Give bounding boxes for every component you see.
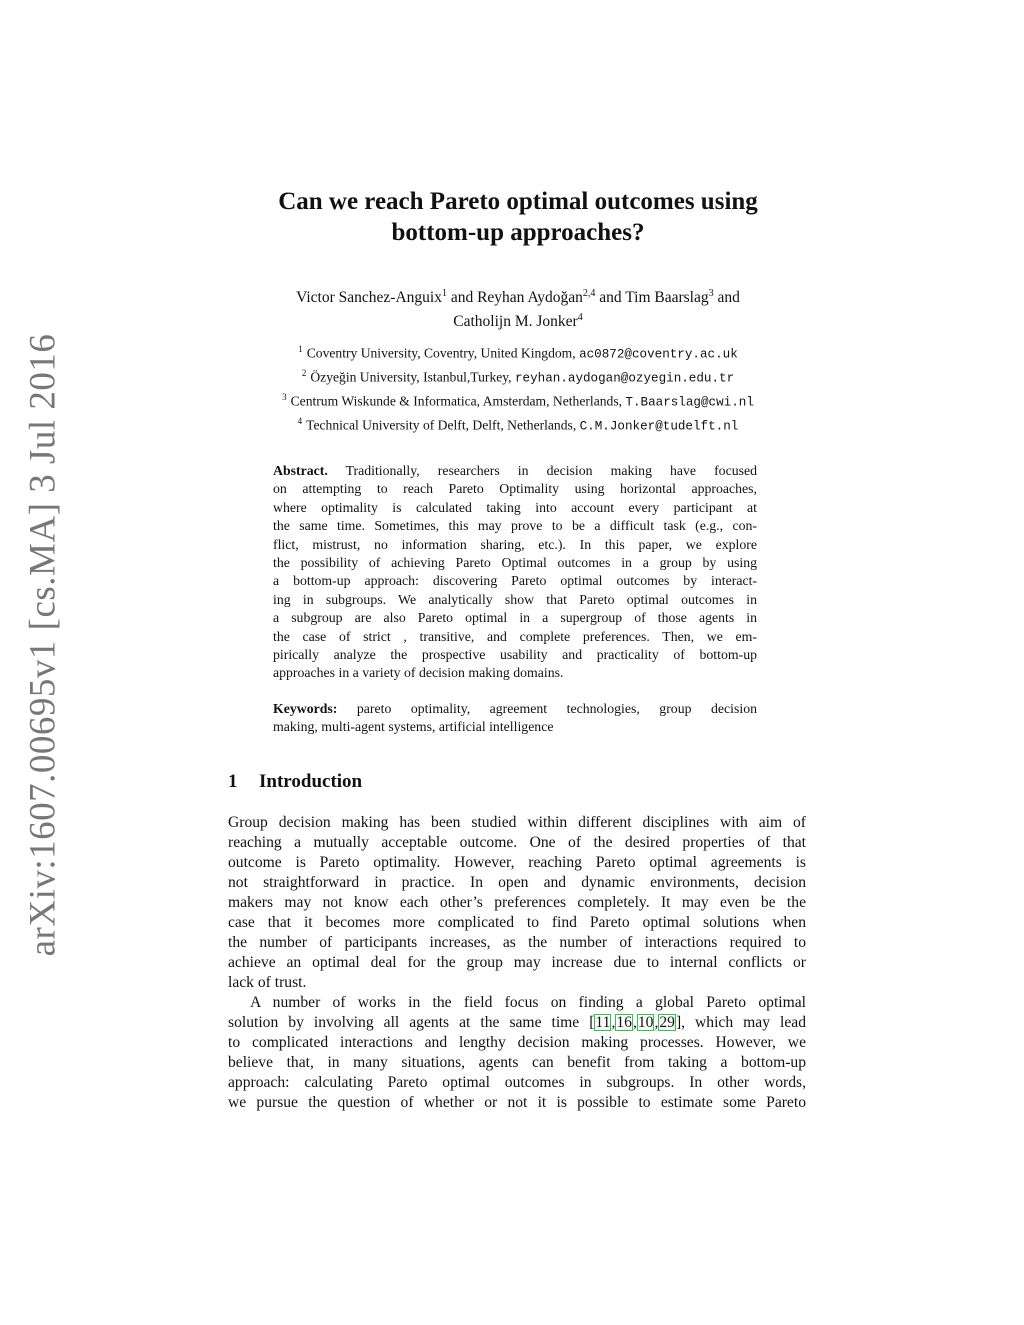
body-line: reaching a mutually acceptable outcome. One of the desired properties of that — [228, 834, 806, 851]
body-line: Group decision making has been studied within different disciplines with aim of — [228, 814, 806, 831]
affiliation-number: 2 — [301, 368, 307, 379]
affiliation-text: Centrum Wiskunde & Informatica, Amsterdam, Netherlands, — [290, 393, 626, 409]
body-line: not straightforward in practice. In open and dynamic environments, decision — [228, 874, 806, 891]
abstract-line: the same time. Sometimes, this may prove to be a difficult task (e.g., con- — [273, 518, 757, 534]
author-1-affil: 1 — [441, 288, 447, 299]
body-line: believe that, in many situations, agents can benefit from taking a bottom-up — [228, 1054, 806, 1071]
title-line-1: Can we reach Pareto optimal outcomes using — [278, 188, 758, 215]
author-3: and Tim Baarslag — [595, 289, 709, 307]
affiliation-number: 1 — [298, 344, 303, 354]
body-text-fragment: ], which may lead — [675, 1014, 806, 1031]
affiliation-text: Coventry University, Coventry, United Kingdom, — [306, 345, 580, 361]
body-line-with-citations: solution by involving all agents at the same time [11,16,10,29], which may lead — [228, 1014, 806, 1031]
affiliation-number: 4 — [297, 416, 303, 427]
author-line-2 — [228, 308, 808, 332]
paper-title — [228, 186, 808, 248]
citation-link[interactable]: 11 — [595, 1014, 611, 1031]
citation-link[interactable]: 16 — [616, 1014, 632, 1031]
body-line: makers may not know each other’s preferences completely. It may even be the — [228, 894, 806, 911]
paragraph-1 — [228, 813, 806, 993]
author-2-affil: 2,4 — [582, 288, 596, 299]
affiliation-email[interactable]: C.M.Jonker@tudelft.nl — [579, 419, 739, 434]
abstract-line: pirically analyze the prospective usability and practicality of bottom-up — [273, 647, 757, 663]
affiliation-number: 3 — [282, 392, 287, 403]
section-title: Introduction — [259, 771, 363, 792]
introduction-body — [228, 813, 806, 1113]
abstract-line: the case of strict , transitive, and complete preferences. Then, we em- — [273, 628, 757, 644]
keywords-label: Keywords: — [273, 701, 338, 716]
keywords-line: making, multi-agent systems, artificial intelligence — [273, 719, 554, 735]
abstract-line: approaches in a variety of decision making domains. — [273, 665, 564, 681]
affiliation-item — [200, 364, 836, 388]
section-number: 1 — [228, 771, 238, 792]
abstract-line: ing in subgroups. We analytically show that Pareto optimal outcomes in — [273, 591, 757, 607]
abstract-line: a bottom-up approach: discovering Pareto optimal outcomes by interact- — [273, 573, 757, 589]
abstract-label: Abstract. — [273, 463, 328, 478]
body-line: A number of works in the field focus on finding a global Pareto optimal — [250, 994, 806, 1011]
author-conjunction: and — [713, 289, 740, 307]
author-list — [228, 284, 808, 332]
affiliation-list — [200, 340, 836, 436]
abstract-line: a subgroup are also Pareto optimal in a supergroup of those agents in — [273, 610, 757, 626]
author-4-affil: 4 — [577, 312, 583, 324]
author-3-affil: 3 — [708, 288, 714, 299]
author-2: and Reyhan Aydoğan — [446, 289, 583, 307]
abstract-line: where optimality is calculated taking into account every participant at — [273, 499, 757, 515]
affiliation-item — [200, 412, 836, 436]
title-line-2: bottom-up approaches? — [391, 219, 645, 246]
body-line: the number of participants increases, as the number of interactions required to — [228, 934, 806, 951]
author-line-1 — [228, 284, 808, 308]
affiliation-email[interactable]: ac0872@coventry.ac.uk — [579, 347, 738, 362]
citation-link[interactable]: 29 — [659, 1014, 675, 1031]
abstract-text: Traditionally, researchers in decision making have focused — [327, 463, 757, 478]
body-line: achieve an optimal deal for the group may increase due to internal conflicts or — [228, 954, 806, 971]
body-text-fragment: solution by involving all agents at the same time [ — [228, 1014, 595, 1031]
keywords — [273, 700, 757, 737]
abstract — [273, 462, 757, 683]
body-line: outcome is Pareto optimality. However, reaching Pareto optimal agreements is — [228, 854, 806, 871]
body-line: lack of trust. — [228, 974, 307, 991]
arxiv-identifier-stamp — [20, 333, 65, 957]
affiliation-email[interactable]: reyhan.aydogan@ozyegin.edu.tr — [514, 371, 735, 386]
abstract-line — [273, 462, 757, 480]
keywords-line — [273, 700, 757, 718]
abstract-line: the possibility of achieving Pareto Optimal outcomes in a group by using — [273, 555, 757, 571]
body-line: case that it becomes more complicated to find Pareto optimal solutions when — [228, 914, 806, 931]
body-line: to complicated interactions and lengthy decision making processes. However, we — [228, 1034, 806, 1051]
paragraph-2 — [228, 993, 806, 1113]
abstract-line: flict, mistrust, no information sharing, etc.). In this paper, we explore — [273, 536, 757, 552]
body-line: approach: calculating Pareto optimal outcomes in subgroups. In other words, — [228, 1074, 806, 1091]
keywords-text: pareto optimality, agreement technologies, group decision — [337, 701, 757, 716]
abstract-line: on attempting to reach Pareto Optimality using horizontal approaches, — [273, 481, 757, 497]
affiliation-item — [200, 388, 836, 412]
section-heading — [228, 770, 362, 794]
affiliation-email[interactable]: T.Baarslag@cwi.nl — [625, 395, 754, 410]
affiliation-text: Özyeğin University, Istanbul,Turkey, — [310, 369, 515, 385]
affiliation-item — [200, 340, 836, 364]
author-4: Catholijn M. Jonker — [453, 313, 578, 331]
author-1: Victor Sanchez-Anguix — [296, 289, 442, 307]
body-line: we pursue the question of whether or not it is possible to estimate some Pareto — [228, 1094, 806, 1111]
citation-link[interactable]: 10 — [637, 1014, 654, 1031]
arxiv-id-text: arXiv:1607.00695v1 [cs.MA] 3 Jul 2016 — [22, 333, 63, 957]
affiliation-text: Technical University of Delft, Delft, Netherlands, — [306, 417, 580, 433]
